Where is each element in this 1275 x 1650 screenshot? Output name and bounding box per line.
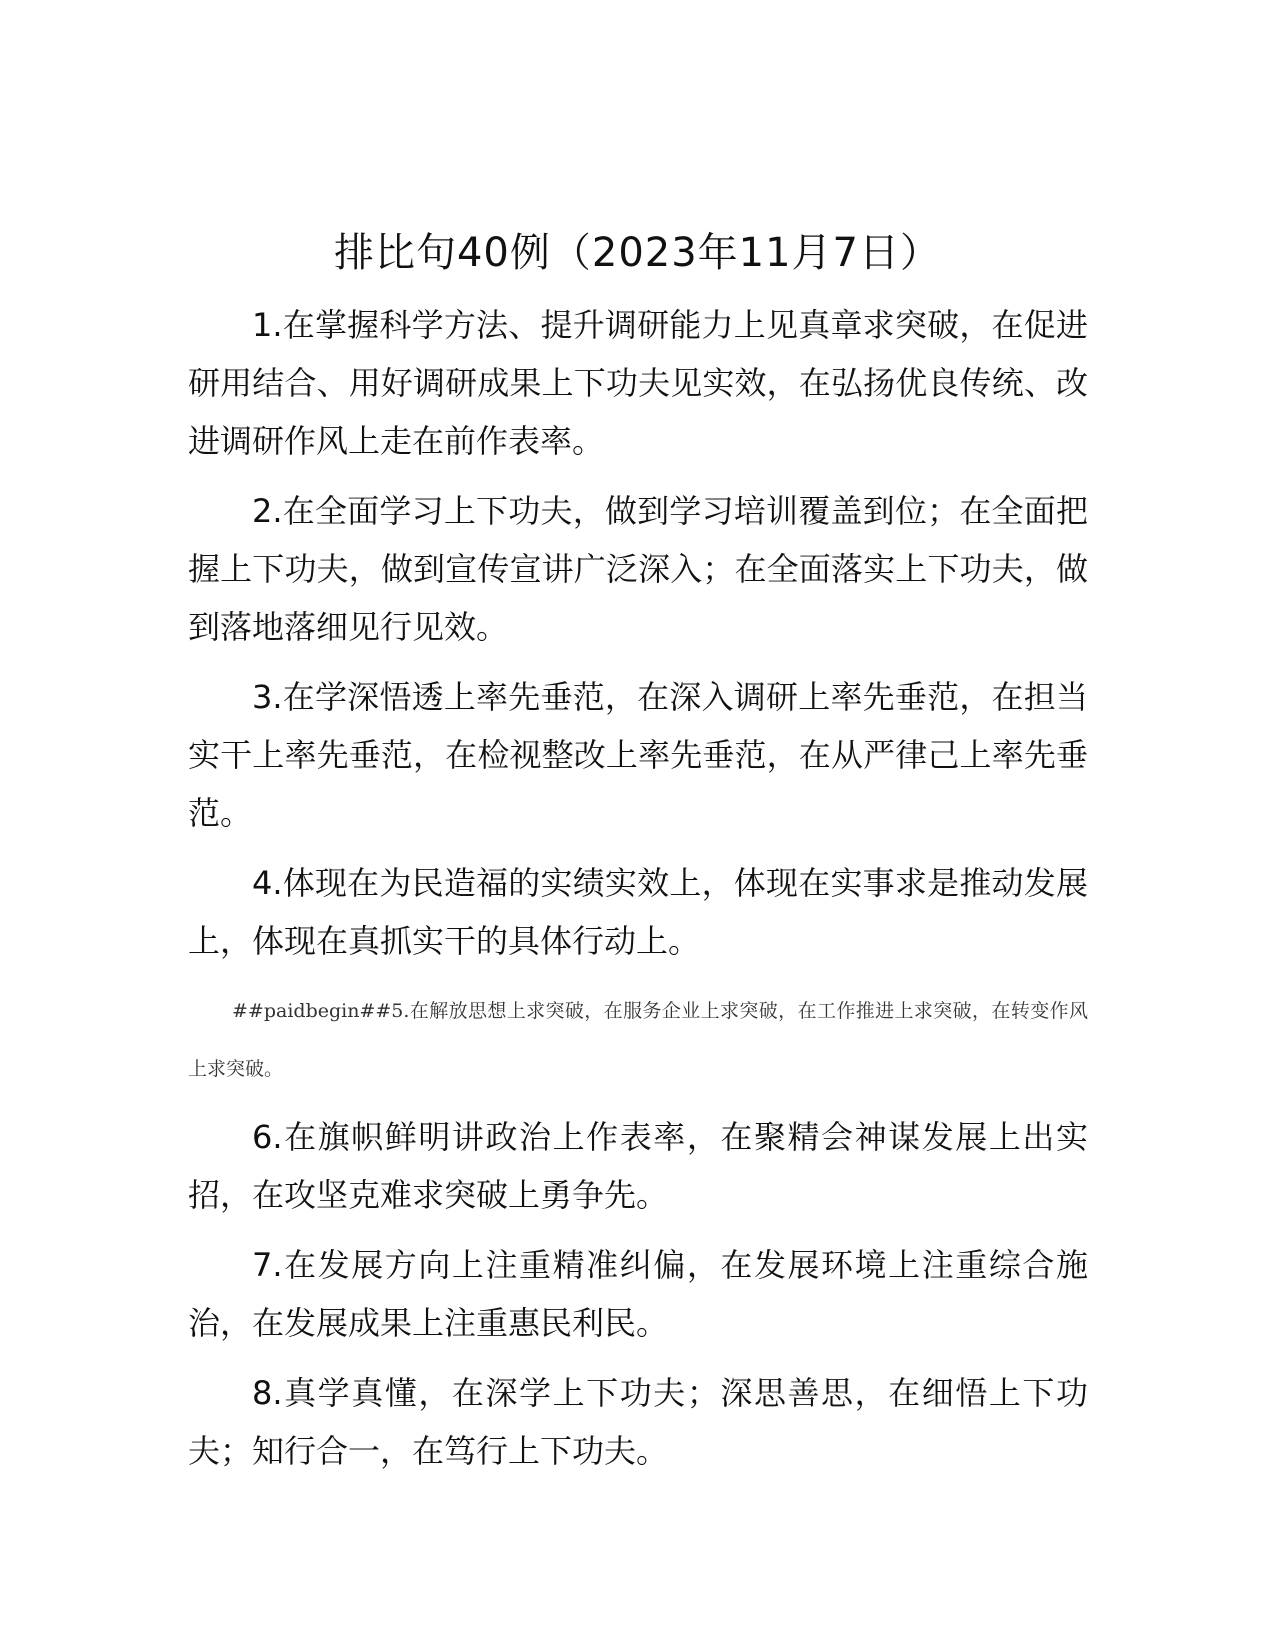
paragraph-3: 3.在学深悟透上率先垂范，在深入调研上率先垂范，在担当实干上率先垂范，在检视整改上率先垂范，在从严律己上率先垂范。 xyxy=(188,678,1088,832)
document-title: 排比句40例（2023年11月7日） xyxy=(333,230,942,276)
document-body xyxy=(188,296,1088,1492)
paragraph-8: 8.真学真懂，在深学上下功夫；深思善思，在细悟上下功夫；知行合一，在笃行上下功夫。 xyxy=(188,1374,1088,1470)
paragraph-7: 7.在发展方向上注重精准纠偏，在发展环境上注重综合施治，在发展成果上注重惠民利民。 xyxy=(188,1246,1088,1342)
paragraph-6: 6.在旗帜鲜明讲政治上作表率，在聚精会神谋发展上出实招，在攻坚克难求突破上勇争先。 xyxy=(188,1118,1088,1214)
paragraph-2: 2.在全面学习上下功夫，做到学习培训覆盖到位；在全面把握上下功夫，做到宣传宣讲广泛深入；在全面落实上下功夫，做到落地落细见行见效。 xyxy=(188,492,1088,646)
paragraph-1: 1.在掌握科学方法、提升调研能力上见真章求突破，在促进研用结合、用好调研成果上下功夫见实效，在弘扬优良传统、改进调研作风上走在前作表率。 xyxy=(188,306,1088,460)
paragraph-4: 4.体现在为民造福的实绩实效上，体现在实事求是推动发展上，体现在真抓实干的具体行动上。 xyxy=(188,864,1088,960)
paragraph-5: ##paidbegin##5.在解放思想上求突破，在服务企业上求突破，在工作推进上求突破，在转变作风上求突破。 xyxy=(188,1000,1088,1080)
